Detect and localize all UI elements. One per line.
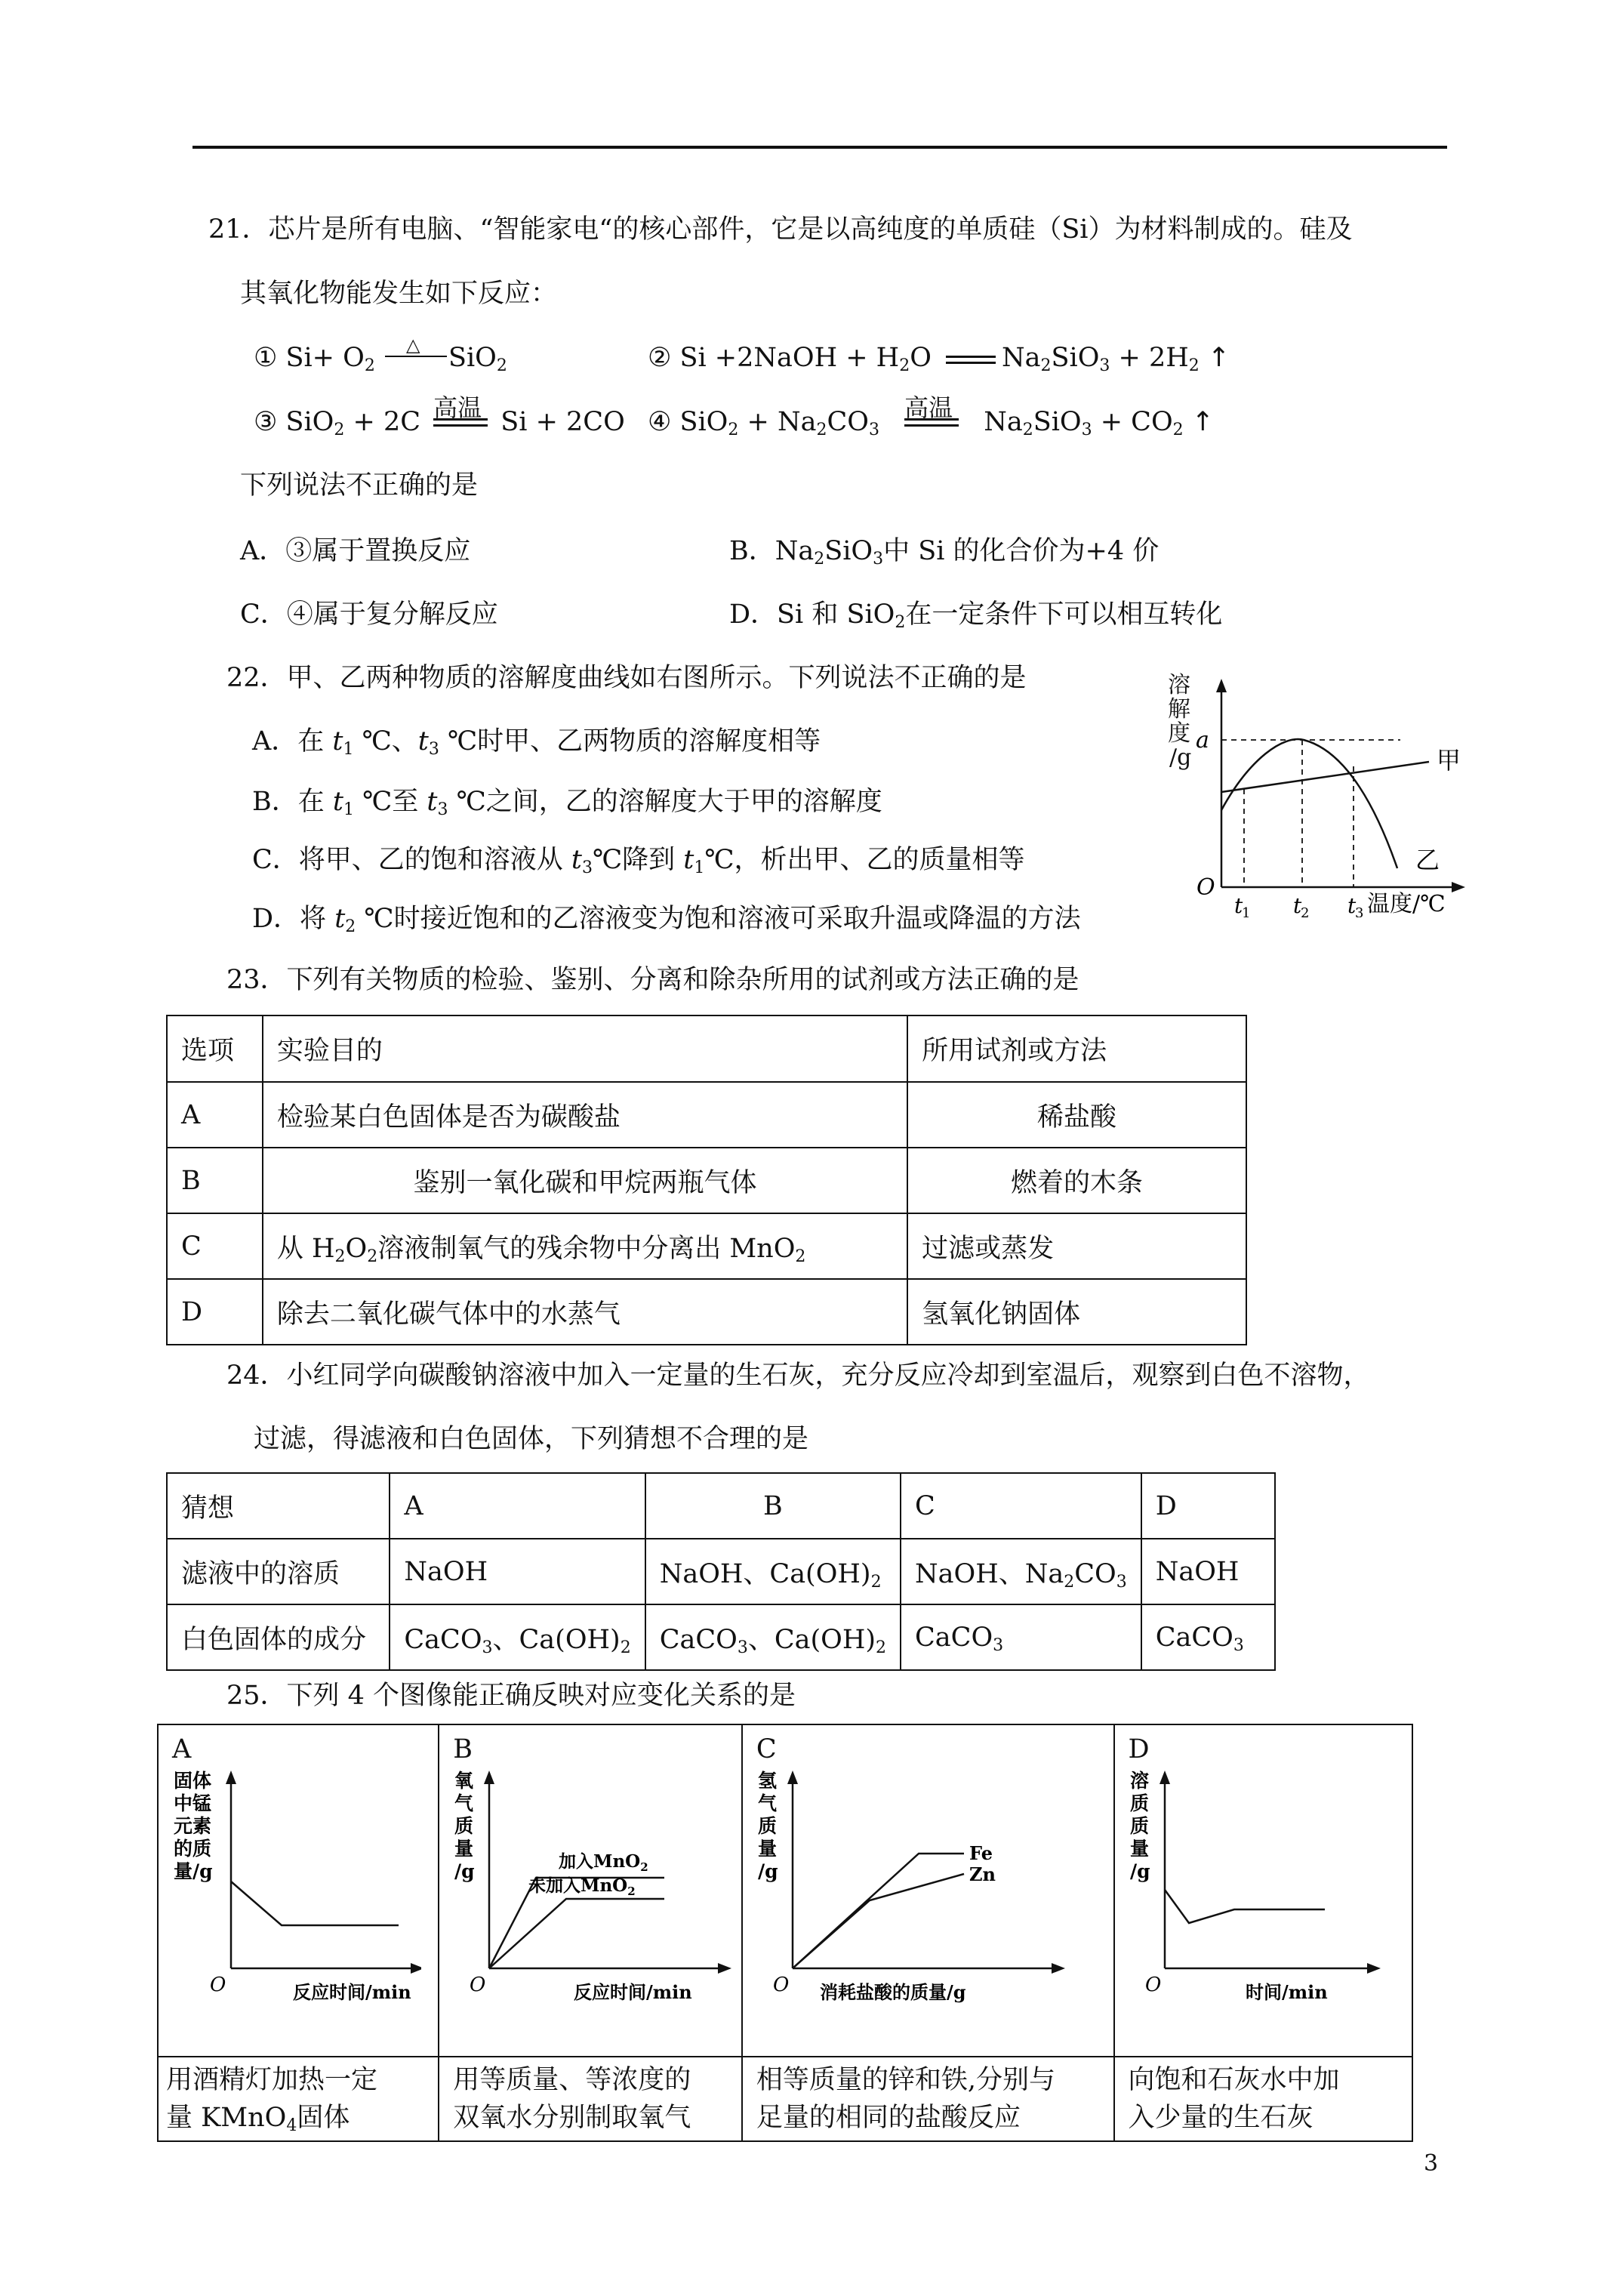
svg-text:质: 质 (1129, 1792, 1149, 1814)
table-row: C 从 $H_2O_2$溶液制氧气的残余物中分离出 MnO$_2$ 过滤或蒸发 (167, 1213, 1246, 1279)
q24-table (166, 1472, 1276, 1671)
q21-reaction-1: ① $Si+ O_2$ △ SiO$_2$ (254, 341, 507, 374)
graph-row (158, 1724, 1412, 2057)
y-axis-arrow-icon (1216, 679, 1227, 692)
q21-option-b: B．$Na_2SiO_3$中 Si 的化合价为+4 价 (729, 536, 1160, 569)
y-label-3: 度 (1168, 720, 1190, 747)
q21-option-d: D．Si 和 SiO$_2$在一定条件下可以相互转化 (729, 599, 1223, 632)
q24-line2: 过滤，得滤液和白色固体，下列猜想不合理的是 (254, 1424, 809, 1454)
q22-stem: 22．甲、乙两种物质的溶解度曲线如右图所示。下列说法不正确的是 (226, 663, 1027, 693)
q23-stem: 23．下列有关物质的检验、鉴别、分离和除杂所用的试剂或方法正确的是 (226, 965, 1079, 995)
table-row: B 鉴别一氧化碳和甲烷两瓶气体 燃着的木条 (167, 1148, 1246, 1213)
graph-a (172, 1764, 421, 2036)
svg-text:t: t (1293, 893, 1302, 917)
table-row: D 除去二氧化碳气体中的水蒸气 氢氧化钠固体 (167, 1279, 1246, 1345)
graph-b-letter: B (453, 1734, 473, 1764)
q22-option-b: B．在 $t_1$ ℃至 $t_3$ ℃之间，乙的溶解度大于甲的溶解度 (252, 787, 882, 819)
svg-text:量: 量 (1129, 1838, 1149, 1860)
svg-text:Zn: Zn (969, 1863, 996, 1885)
svg-text:气: 气 (757, 1792, 777, 1814)
svg-text:元素: 元素 (174, 1815, 212, 1837)
q21-reaction-3: ③ SiO$_2$ + 2C 高温 Si + 2CO (254, 393, 625, 439)
svg-text:加入MnO2: 加入MnO$_2$ (559, 1851, 648, 1874)
q21-line2: 其氧化物能发生如下反应： (240, 279, 558, 309)
table-row: 滤液中的溶质 NaOH NaOH、$Ca(OH)_2$ NaOH、$Na_2CO_3$ NaOH (167, 1539, 1275, 1604)
svg-text:质: 质 (1129, 1815, 1149, 1837)
q22-option-a: A．在 $t_1$ ℃、$t_3$ ℃时甲、乙两物质的溶解度相等 (252, 726, 821, 759)
curve-d (1165, 1890, 1325, 1923)
graph-d (1129, 1764, 1400, 2036)
q21-line1: 21．芯片是所有电脑、“智能家电“的核心部件，它是以高纯度的单质硅（Si）为材料制成的。硅及 (208, 214, 1353, 245)
table-header-row: 选项 实验目的 所用试剂或方法 (167, 1015, 1246, 1082)
solubility-curve-graph (1159, 668, 1476, 917)
q24-line1: 24．小红同学向碳酸钠溶液中加入一定量的生石灰，充分反应冷却到室温后，观察到白色不溶物， (226, 1361, 1370, 1391)
svg-text:未加入MnO2: 未加入MnO$_2$ (528, 1875, 636, 1898)
header-rule (192, 146, 1447, 149)
svg-text:/g: /g (1129, 1860, 1150, 1882)
svg-text:量: 量 (757, 1838, 777, 1860)
svg-text:中锰: 中锰 (174, 1792, 212, 1814)
gas-arrow-icon: ↑ (1191, 407, 1215, 437)
page-number: 3 (1424, 2150, 1439, 2177)
svg-text:O: O (210, 1974, 226, 1996)
gas-arrow-icon: ↑ (1207, 343, 1230, 373)
y-label-4: /g (1169, 744, 1192, 771)
svg-text:1: 1 (1242, 905, 1251, 917)
table-header-row: 猜想 A B C D (167, 1473, 1275, 1539)
svg-text:氢: 氢 (757, 1770, 777, 1792)
q21-reaction-2: ② Si +2NaOH + $H_2O$ $Na_2SiO_3 + 2H_2$ ↑ (648, 343, 1230, 375)
svg-text:反应时间/min: 反应时间/min (574, 1981, 693, 2003)
svg-text:O: O (772, 1974, 790, 1996)
svg-text:3: 3 (1355, 905, 1364, 917)
svg-text:2: 2 (1301, 905, 1310, 917)
svg-text:气: 气 (454, 1792, 474, 1814)
svg-text:氧: 氧 (454, 1770, 474, 1792)
table-row: 白色固体的成分 CaCO$_3$、$Ca(OH)_2$ CaCO$_3$、$Ca(OH)_2$ CaCO$_3$ CaCO$_3$ (167, 1604, 1275, 1670)
graph-b (453, 1764, 732, 2036)
svg-text:反应时间/min: 反应时间/min (293, 1981, 411, 2003)
q22-option-d: D．将 $t_2$ ℃时接近饱和的乙溶液变为饱和溶液可采取升温或降温的方法 (252, 904, 1081, 936)
curve-fe (793, 1854, 964, 1968)
svg-text:O: O (470, 1974, 486, 1996)
label-jia: 甲 (1437, 746, 1461, 775)
q21-option-c: C．④属于复分解反应 (240, 599, 498, 630)
svg-text:t: t (1234, 893, 1243, 917)
table-row: A 检验某白色固体是否为碳酸盐 稀盐酸 (167, 1082, 1246, 1148)
desc-row: 用酒精灯加热一定 量 KMnO$_4$固体 用等质量、等浓度的 双氧水分别制取氧气 相等质量的锌和铁,分别与 足量的相同的盐酸反应 向饱和石灰水中加 入少量的生石灰 (158, 2057, 1412, 2141)
q21-reaction-4: ④ $SiO_2 + Na_2CO_3$ 高温 $Na_2SiO_3 + CO_2$ ↑ (648, 393, 1215, 439)
svg-text:O: O (1144, 1974, 1161, 1996)
svg-text:/g: /g (454, 1860, 475, 1882)
q21-option-a: A．③属于置换反应 (240, 536, 471, 566)
svg-text:质: 质 (757, 1815, 777, 1837)
origin-label: O (1196, 874, 1215, 901)
heat-symbol: △ (405, 334, 420, 356)
graph-c (756, 1764, 1104, 2036)
svg-text:的质: 的质 (174, 1838, 212, 1860)
q25-stem: 25．下列 4 个图像能正确反映对应变化关系的是 (226, 1681, 796, 1711)
a-label: a (1196, 727, 1209, 754)
q25-table (157, 1724, 1413, 2142)
graph-c-letter: C (756, 1734, 777, 1764)
q23-table (166, 1015, 1247, 1345)
svg-text:量: 量 (454, 1838, 474, 1860)
svg-text:溶: 溶 (1129, 1770, 1149, 1792)
curve-zn (793, 1874, 964, 1968)
curve-without-mno2 (489, 1899, 664, 1968)
y-label-1: 溶 (1168, 672, 1190, 698)
svg-text:时间/min: 时间/min (1245, 1981, 1328, 2003)
q22-option-c: C．将甲、乙的饱和溶液从 $t_3℃$降到 $t_1℃$，析出甲、乙的质量相等 (252, 845, 1025, 877)
graph-a-letter: A (172, 1734, 192, 1764)
y-label-2: 解 (1168, 696, 1190, 723)
graph-d-letter: D (1128, 1734, 1150, 1764)
svg-text:质: 质 (454, 1815, 474, 1837)
q21-ask: 下列说法不正确的是 (240, 470, 479, 501)
svg-text:固体: 固体 (174, 1770, 212, 1792)
svg-text:/g: /g (757, 1860, 778, 1882)
x-axis-arrow-icon (1452, 882, 1465, 892)
x-axis-label: 温度/℃ (1367, 891, 1446, 917)
svg-text:t: t (1347, 893, 1357, 917)
label-yi: 乙 (1415, 846, 1440, 874)
svg-text:Fe: Fe (969, 1842, 993, 1864)
svg-text:消耗盐酸的质量/g: 消耗盐酸的质量/g (819, 1981, 966, 2003)
svg-text:量/g: 量/g (174, 1860, 213, 1882)
curve-a (231, 1881, 399, 1925)
curve-yi (1221, 739, 1397, 868)
